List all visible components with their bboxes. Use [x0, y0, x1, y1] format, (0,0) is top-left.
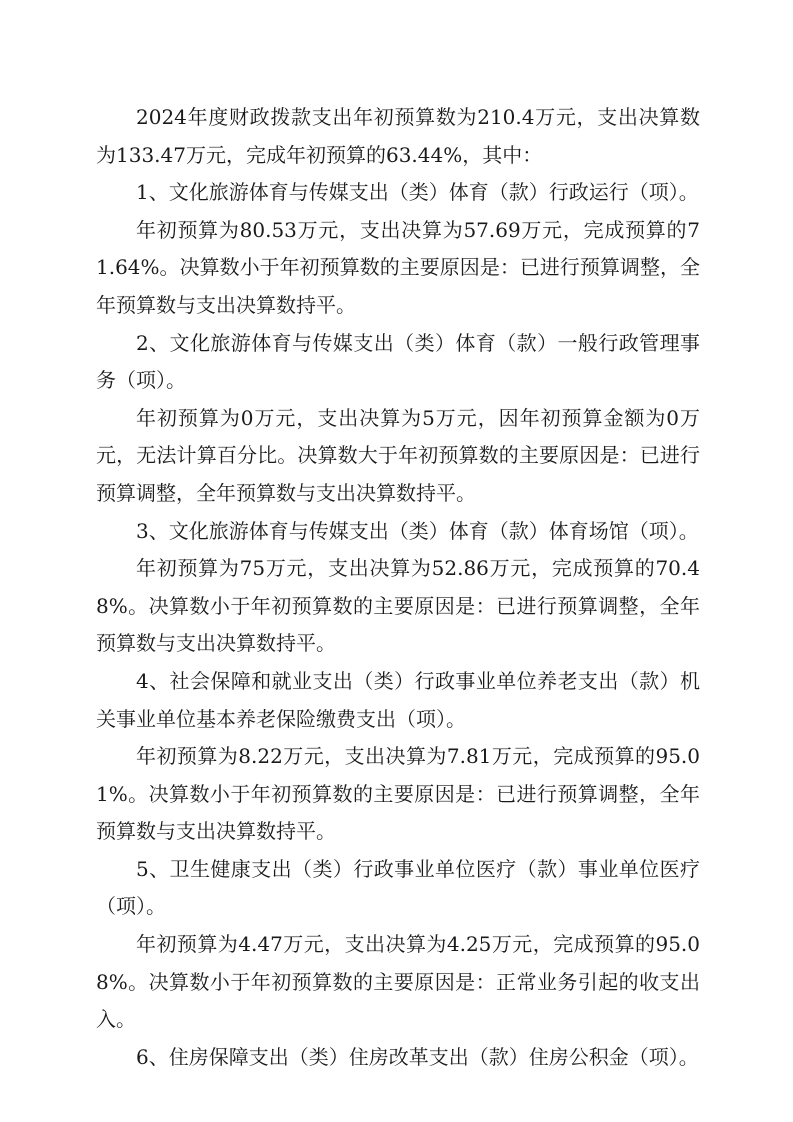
paragraph-item-3-detail: 年初预算为75万元，支出决算为52.86万元，完成预算的70.48%。决算数小于年初预算数的主要原因是：已进行预算调整，全年预算数与支出决算数持平。 [96, 556, 700, 656]
document-body [96, 99, 700, 1076]
paragraph-summary: 2024年度财政拨款支出年初预算数为210.4万元，支出决算数为133.47万元，完成年初预算的63.44%，其中： [96, 105, 700, 167]
paragraph-item-5-heading: 5、卫生健康支出（类）行政事业单位医疗（款）事业单位医疗（项）。 [96, 856, 700, 919]
paragraph-item-5-detail: 年初预算为4.47万元，支出决算为4.25万元，完成预算的95.08%。决算数小于年初预算数的主要原因是：正常业务引起的收支出入。 [96, 932, 700, 1032]
paragraph-item-4-heading: 4、社会保障和就业支出（类）行政事业单位养老支出（款）机关事业单位基本养老保险缴费支出（项）。 [96, 668, 700, 731]
paragraph-item-1-heading: 1、文化旅游体育与传媒支出（类）体育（款）行政运行（项）。 [136, 180, 699, 205]
paragraph-item-4-detail: 年初预算为8.22万元，支出决算为7.81万元，完成预算的95.01%。决算数小于年初预算数的主要原因是：已进行预算调整，全年预算数与支出决算数持平。 [96, 744, 700, 844]
paragraph-item-6-heading: 6、住房保障支出（类）住房改革支出（款）住房公积金（项）。 [136, 1044, 699, 1069]
paragraph-item-3-heading: 3、文化旅游体育与传媒支出（类）体育（款）体育场馆（项）。 [136, 518, 699, 543]
paragraph-item-2-detail: 年初预算为0万元，支出决算为5万元，因年初预算金额为0万元，无法计算百分比。决算数大于年初预算数的主要原因是：已进行预算调整，全年预算数与支出决算数持平。 [96, 405, 700, 505]
paragraph-item-1-detail: 年初预算为80.53万元，支出决算为57.69万元，完成预算的71.64%。决算数小于年初预算数的主要原因是：已进行预算调整，全年预算数与支出决算数持平。 [96, 217, 700, 317]
paragraph-item-2-heading: 2、文化旅游体育与传媒支出（类）体育（款）一般行政管理事务（项）。 [96, 330, 700, 393]
